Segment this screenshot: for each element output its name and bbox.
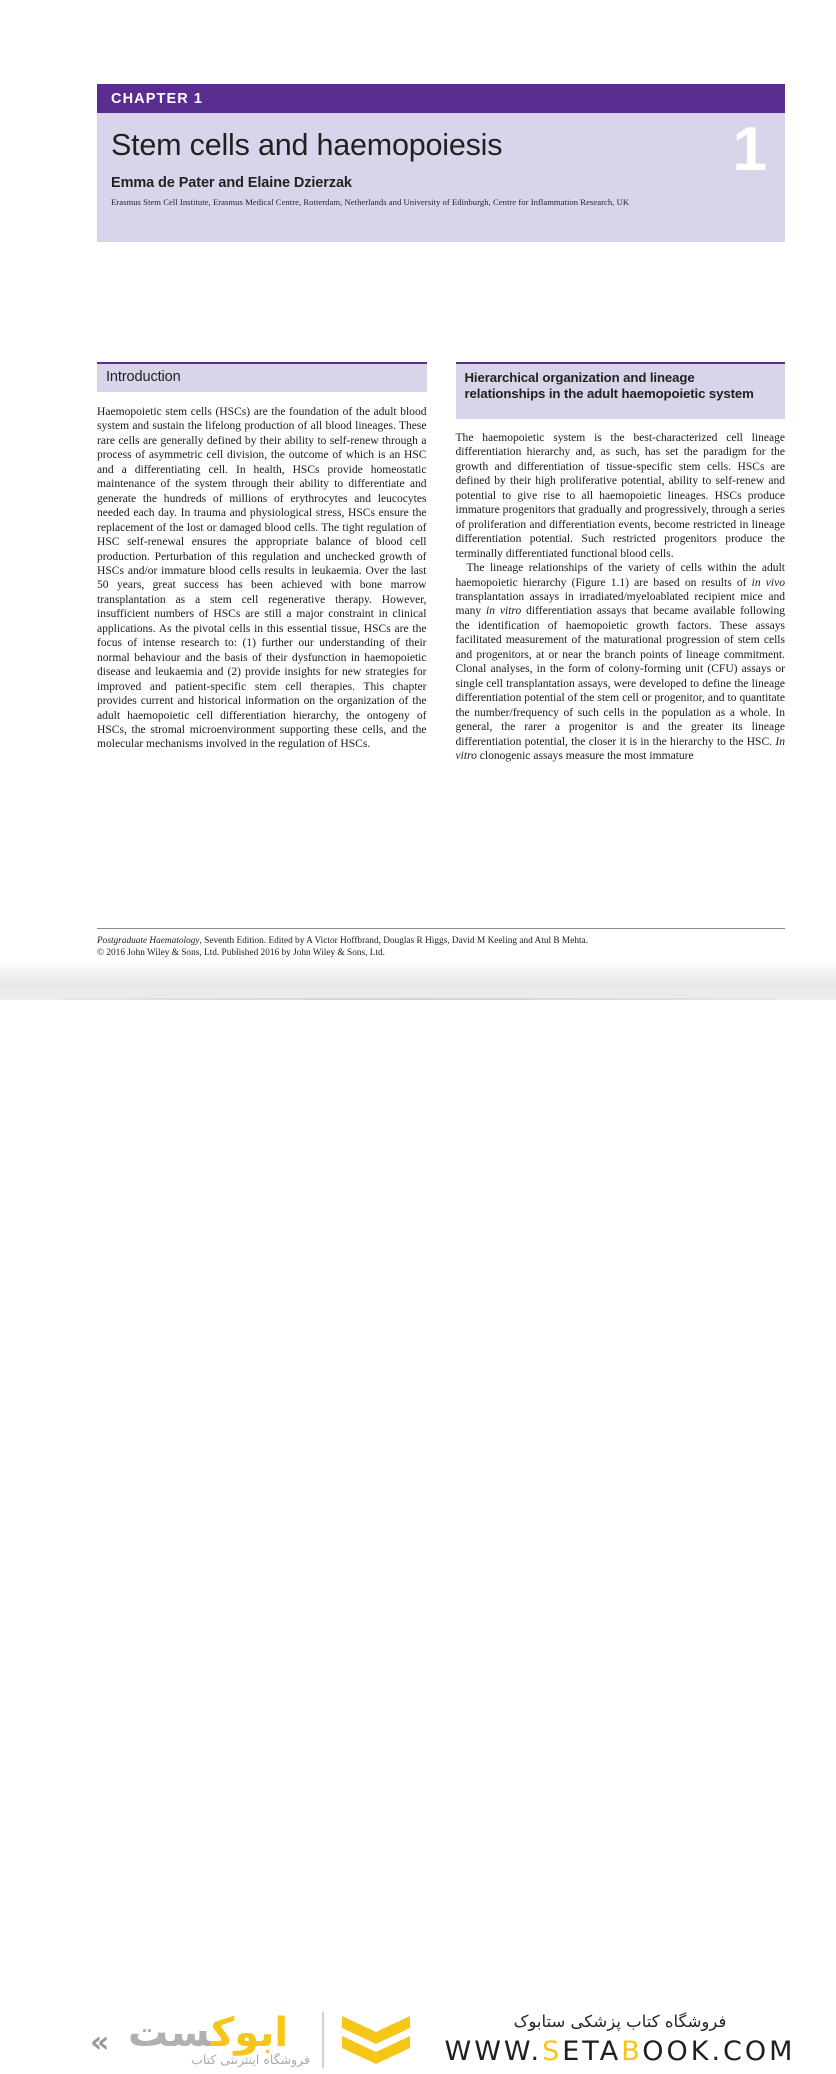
- footer-line-2: © 2016 John Wiley & Sons, Ltd. Published 2016 by John Wiley & Sons, Ltd.: [97, 948, 385, 959]
- footer-edition-info: , Seventh Edition. Edited by A Victor Hoffbrand, Douglas R Higgs, David M Keeling and Atul B Mehta.: [199, 936, 589, 946]
- left-column: [97, 362, 427, 763]
- footer-book-title: Postgraduate Haematology: [97, 936, 200, 946]
- para2-seg-4: clonogenic assays measure the most immature: [476, 749, 694, 762]
- url-prefix: WWW.: [444, 2036, 543, 2067]
- hierarchy-heading-text: Hierarchical organization and lineage relationships in the adult haemopoietic system: [464, 370, 754, 402]
- url-letters-eta: ETA: [562, 2036, 622, 2067]
- para2-italic-in-vitro: in vitro: [486, 605, 522, 618]
- introduction-paragraph: Haemopoietic stem cells (HSCs) are the foundation of the adult blood system and sustain the lifelong production of all blood lineages. These rare cells are generally defined by their ability to self-renew through a process of asymmetric cell division, the outcome of which is an HSC and a differentiating cell. In health, HSCs provide homeostatic maintenance of the system through their ability to differentiate and generate the hundreds of millions of erythrocytes and leucocytes needed each day. In trauma and physiological stress, HSCs ensure the replacement of the lost or damaged blood cells. The tight regulation of HSC self-renewal ensures the appropriate balance of blood cell production. Perturbation of this regulation and unchecked growth of HSCs and/or immature blood cells results in leukaemia. Over the last 50 years, great success has been achieved with bone marrow transplantation as a stem cell regenerative therapy. However, insufficient numbers of HSCs are still a major constraint in clinical applications. As the pivotal cells in this essential tissue, HSCs are the focus of intense research to: (1) further our understanding of their normal behaviour and the basis of their dysfunction in haemopoietic disease and leukaemia and (2) provide insights for new strategies for improved and patient-specific stem cell therapies. This chapter provides current and historical information on the organization of the adult haemopoietic cell differentiation hierarchy, the ontogeny of HSCs, the stromal microenvironment supporting these cells, and the molecular mechanisms involved in the regulation of HSCs.: [97, 406, 427, 751]
- right-column: [456, 362, 786, 763]
- hierarchy-paragraph-2: [456, 561, 786, 763]
- chapter-label: CHAPTER 1: [111, 90, 204, 107]
- para2-italic-In-vitro: In vitro: [455, 735, 785, 762]
- site-persian-tagline: فروشگاه کتاب پزشکی ستابوک: [513, 2012, 727, 2031]
- logo-wordmark: [128, 2010, 288, 2056]
- chapter-authors: Emma de Pater and Elaine Dzierzak: [111, 175, 352, 192]
- url-letter-b: B: [621, 2036, 643, 2067]
- logo-wordmark-gray: ست: [128, 2010, 212, 2056]
- url-letter-s: S: [542, 2036, 563, 2067]
- introduction-heading-text: Introduction: [106, 369, 181, 385]
- chapter-number: 1: [732, 115, 765, 184]
- para2-seg-3: differentiation assays that became available following the identification of haemopoietic growth factors. These assays facilitated measurement of the maturational progression of stem cells and progenitors, at or near the branch points of lineage commitment. Clonal analyses, in the form of colony-forming unit (CFU) assays or single cell transplantation assays, were developed to define the lineage differentiation potential of the stem cell or progenitor, and to quantitate the number/frequency of such cells in the population as a whole. In general, the rarer a progenitor is and the greater its lineage differentiation potential, the closer it is in the hierarchy to the HSC.: [455, 605, 785, 748]
- chapter-affiliation: Erasmus Stem Cell Institute, Erasmus Medical Centre, Rotterdam, Netherlands and University of Edinburgh, Centre for Inflammation Research, UK: [111, 197, 630, 208]
- logo-wordmark-highlight: ابوک: [211, 2010, 289, 2056]
- hierarchy-heading: [456, 362, 786, 419]
- logo-divider: [322, 2012, 324, 2068]
- para2-seg-1: The lineage relationships of the variety of cells within the adult haemopoietic hierarchy (Figure 1.1) are based on results of: [455, 562, 785, 589]
- site-url[interactable]: [430, 2036, 810, 2067]
- body-columns: [97, 362, 785, 763]
- document-page: [0, 0, 836, 1000]
- para2-italic-in-vivo: in vivo: [751, 576, 785, 589]
- setabook-logo: [72, 2008, 372, 2074]
- watermark-banner: [0, 1000, 836, 2067]
- chapter-title-block: [97, 113, 785, 242]
- chapter-label-bar: [97, 84, 785, 113]
- introduction-heading: [97, 362, 427, 392]
- chevron-mark-icon: [340, 2014, 412, 2070]
- chapter-header: [97, 84, 785, 242]
- url-suffix: OOK.COM: [642, 2036, 796, 2067]
- hierarchy-paragraph-1: The haemopoietic system is the best-characterized cell lineage differentiation hierarchy and, as such, has set the paradigm for the growth and differentiation of tissue-specific stem cells. HSCs are defined by their high proliferative potential, ability to self-renew and potential to give rise to all haemopoietic lineages. HSCs produce immature progenitors that gradually and progressively, through a series of proliferation and differentiation events, become restricted in lineage differentiation potential. Such restricted progenitors produce the terminally differentiated functional blood cells.: [455, 432, 785, 560]
- para2-seg-2: transplantation assays in irradiated/myeloablated recipient mice and many: [455, 590, 785, 618]
- double-chevron-icon: «: [90, 2025, 110, 2060]
- footer-line-1: [97, 935, 785, 947]
- chapter-title: Stem cells and haemopoiesis: [111, 128, 503, 162]
- footer-citation: [97, 928, 785, 960]
- logo-subtitle: فروشگاه اینترنتی کتاب: [191, 2052, 310, 2067]
- setabook-site-info: [430, 2012, 810, 2067]
